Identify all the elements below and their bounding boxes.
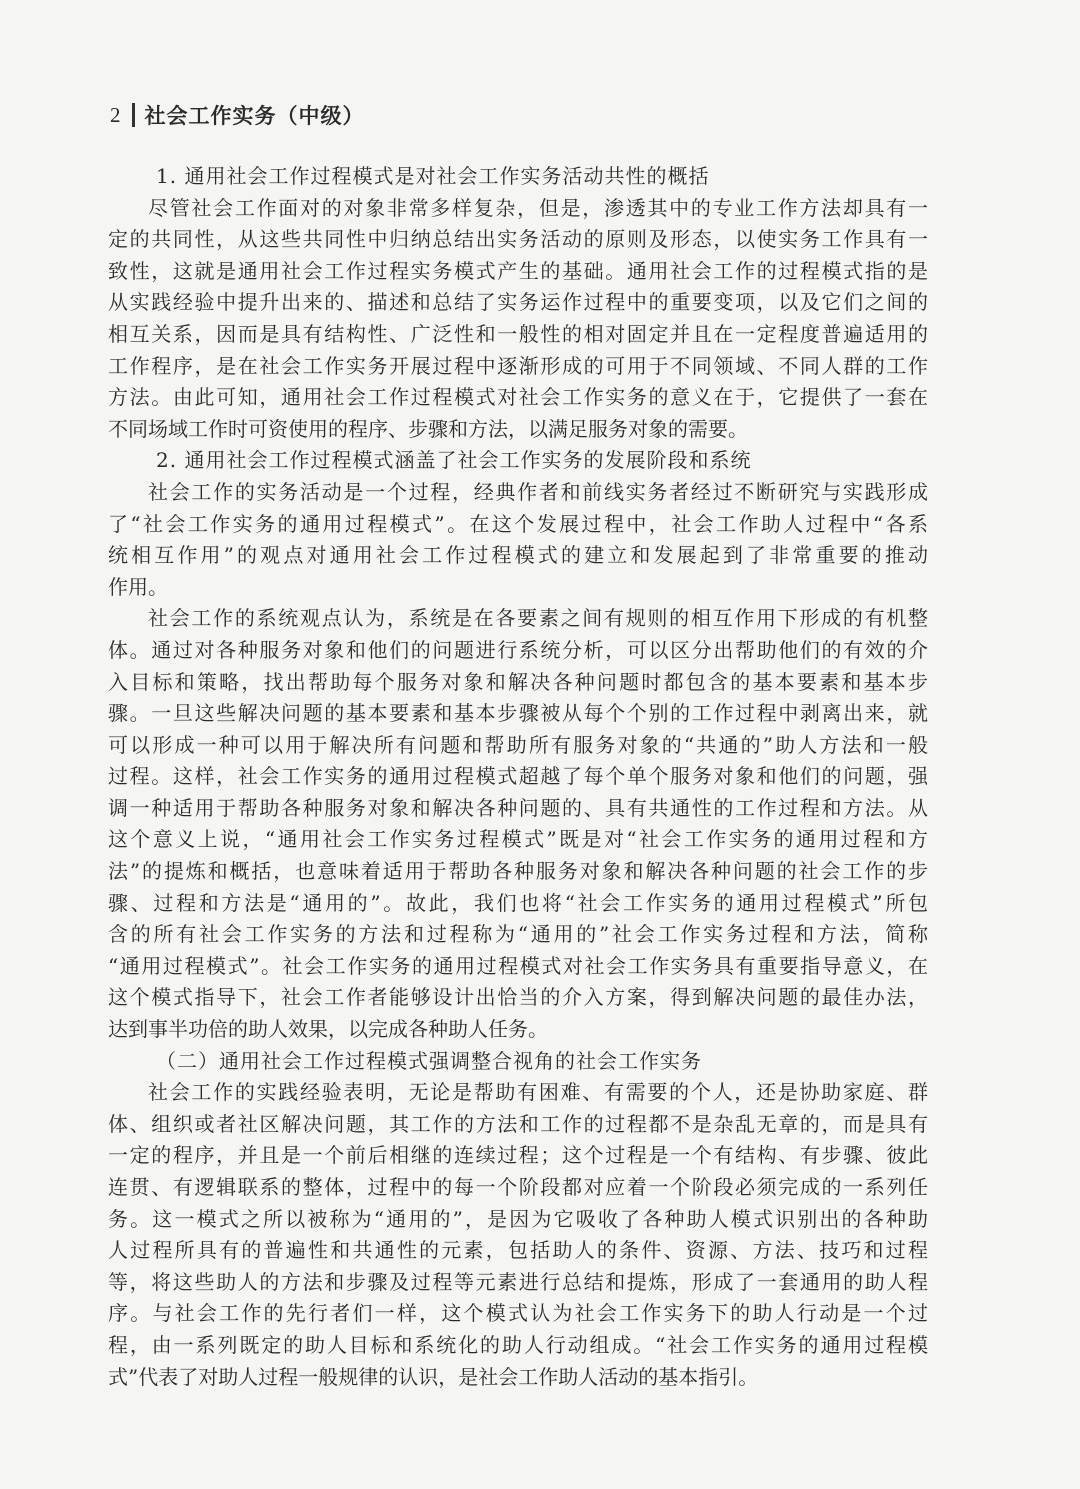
paragraph-line: 方法。由此可知，通用社会工作过程模式对社会工作实务的意义在于，它提供了一套在: [108, 385, 928, 410]
body-text: [108, 161, 928, 1393]
section-heading: 1. 通用社会工作过程模式是对社会工作实务活动共性的概括: [156, 164, 710, 188]
paragraph-line: 连贯、有逻辑联系的整体，过程中的每一个阶段都对应着一个阶段必须完成的一系列任: [108, 1175, 928, 1199]
paragraph-line: 工作程序，是在社会工作实务开展过程中逐渐形成的可用于不同领域、不同人群的工作: [108, 353, 928, 378]
paragraph-line: 骤。一旦这些解决问题的基本要素和基本步骤被从每个个别的工作过程中剥离出来，就: [108, 701, 928, 726]
paragraph-line: 式”代表了对助人过程一般规律的认识，是社会工作助人活动的基本指引。: [108, 1364, 759, 1389]
paragraph-line: 作用。: [108, 574, 168, 599]
paragraph-line: 这个模式指导下，社会工作者能够设计出恰当的介入方案，得到解决问题的最佳办法，: [108, 985, 928, 1010]
paragraph-line: 达到事半功倍的助人效果，以完成各种助人任务。: [108, 1017, 548, 1042]
paragraph-line: 入目标和策略，找出帮助每个服务对象和解决各种问题时都包含的基本要素和基本步: [108, 669, 928, 694]
paragraph-line: 定的共同性，从这些共同性中归纳总结出实务活动的原则及形态，以使实务工作具有一: [108, 227, 928, 252]
paragraph-line: “通用过程模式”。社会工作实务的通用过程模式对社会工作实务具有重要指导意义，在: [108, 953, 928, 978]
paragraph-line: 社会工作的实务活动是一个过程，经典作者和前线实务者经过不断研究与实践形成: [148, 479, 928, 504]
paragraph-line: 过程。这样，社会工作实务的通用过程模式超越了每个单个服务对象和他们的问题，强: [108, 764, 928, 789]
paragraph-line: 不同场域工作时可资使用的程序、步骤和方法，以满足服务对象的需要。: [108, 416, 748, 441]
paragraph-line: 含的所有社会工作实务的方法和过程称为“通用的”社会工作实务过程和方法，简称: [108, 922, 928, 947]
paragraph-line: 法”的提炼和概括，也意味着适用于帮助各种服务对象和解决各种问题的社会工作的步: [108, 859, 928, 884]
paragraph-line: 程，由一系列既定的助人目标和系统化的助人行动组成。“社会工作实务的通用过程模: [108, 1332, 928, 1357]
page-header: [110, 100, 365, 130]
paragraph-line: 了“社会工作实务的通用过程模式”。在这个发展过程中，社会工作助人过程中“各系: [108, 511, 928, 536]
header-divider: [132, 103, 135, 127]
paragraph-line: 从实践经验中提升出来的、描述和总结了实务运作过程中的重要变项，以及它们之间的: [108, 290, 928, 315]
paragraph-line: 社会工作的系统观点认为，系统是在各要素之间有规则的相互作用下形成的有机整: [148, 606, 928, 631]
paragraph-line: 体、组织或者社区解决问题，其工作的方法和工作的过程都不是杂乱无章的，而是具有: [108, 1111, 928, 1136]
paragraph-line: 尽管社会工作面对的对象非常多样复杂，但是，渗透其中的专业工作方法却具有一: [148, 195, 928, 220]
paragraph-line: 致性，这就是通用社会工作过程实务模式产生的基础。通用社会工作的过程模式指的是: [108, 258, 928, 283]
page-number: 2: [110, 102, 122, 127]
book-title: 社会工作实务（中级）: [144, 103, 365, 128]
paragraph-line: 一定的程序，并且是一个前后相继的连续过程；这个过程是一个有结构、有步骤、彼此: [108, 1143, 928, 1168]
paragraph-line: 社会工作的实践经验表明，无论是帮助有困难、有需要的个人，还是协助家庭、群: [148, 1080, 928, 1105]
paragraph-line: 相互关系，因而是具有结构性、广泛性和一般性的相对固定并且在一定程度普遍适用的: [108, 321, 928, 346]
paragraph-line: 人过程所具有的普遍性和共通性的元素，包括助人的条件、资源、方法、技巧和过程: [108, 1238, 928, 1263]
paragraph-line: 序。与社会工作的先行者们一样，这个模式认为社会工作实务下的助人行动是一个过: [108, 1301, 928, 1326]
paragraph-line: 体。通过对各种服务对象和他们的问题进行系统分析，可以区分出帮助他们的有效的介: [108, 637, 928, 662]
section-heading: 2. 通用社会工作过程模式涵盖了社会工作实务的发展阶段和系统: [156, 448, 752, 473]
paragraph-line: 骤、过程和方法是“通用的”。故此，我们也将“社会工作实务的通用过程模式”所包: [108, 890, 928, 915]
paragraph-line: 统相互作用”的观点对通用社会工作过程模式的建立和发展起到了非常重要的推动: [108, 543, 928, 568]
section-heading: （二）通用社会工作过程模式强调整合视角的社会工作实务: [156, 1048, 702, 1073]
paragraph-line: 等，将这些助人的方法和步骤及过程等元素进行总结和提炼，形成了一套通用的助人程: [108, 1269, 928, 1294]
paragraph-line: 这个意义上说，“通用社会工作实务过程模式”既是对“社会工作实务的通用过程和方: [108, 827, 928, 852]
paragraph-line: 调一种适用于帮助各种服务对象和解决各种问题的、具有共通性的工作过程和方法。从: [108, 795, 928, 820]
paragraph-line: 务。这一模式之所以被称为“通用的”，是因为它吸收了各种助人模式识别出的各种助: [108, 1206, 928, 1231]
paragraph-line: 可以形成一种可以用于解决所有问题和帮助所有服务对象的“共通的”助人方法和一般: [108, 732, 928, 757]
